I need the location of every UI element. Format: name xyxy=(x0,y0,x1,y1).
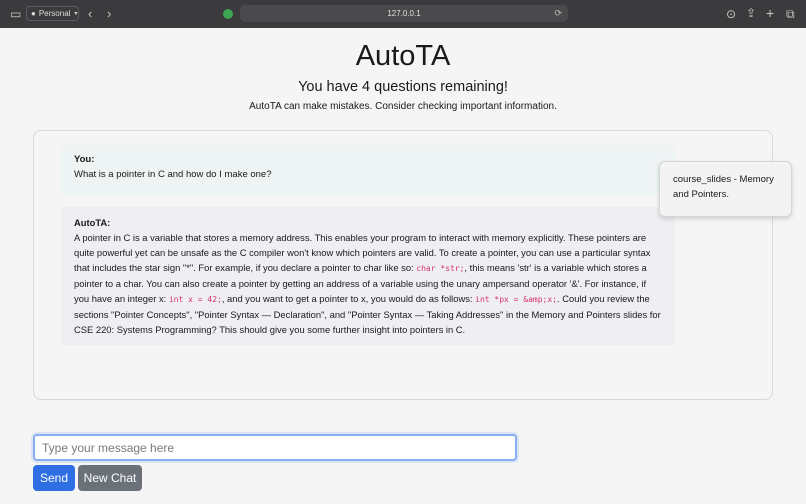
chevron-down-icon: ▾ xyxy=(74,11,78,17)
profile-label: Personal xyxy=(38,9,71,18)
page-title: AutoTA xyxy=(355,40,451,72)
source-citation-card[interactable]: course_slides - Memory and Pointers. xyxy=(659,161,792,217)
assistant-text-3: , and you want to get a pointer to x, you would do as follows: xyxy=(221,293,476,304)
profile-button[interactable] xyxy=(26,6,79,21)
new-tab-icon[interactable]: + xyxy=(766,5,775,21)
assistant-message xyxy=(61,207,675,345)
url-text: 127.0.0.1 xyxy=(387,9,421,18)
disclaimer-text: AutoTA can make mistakes. Consider checking important information. xyxy=(249,101,557,112)
person-icon: ● xyxy=(31,9,36,18)
code-snippet-char-ptr: char *str; xyxy=(416,264,465,273)
download-icon[interactable]: ⊙ xyxy=(726,7,737,21)
user-label: You: xyxy=(74,154,95,165)
new-chat-button[interactable]: New Chat xyxy=(78,465,142,491)
assistant-text-1: A pointer in C is a variable that stores a memory address. This enables your program to interact with memory explicitly. These pointers are quite powerful yet can be unsafe as the C compiler won't know which pointers are valid. To create a pointer, you can use a particular syntax that includes the star sign "*". For example, if you declare a pointer to char like so: xyxy=(74,232,651,273)
assistant-text-2: , this means 'str' is a variable which stores a pointer to a char. You can also create a pointer by getting an address of a variable using the unary ampersand operator '&'. For instance, if you have an integer x: xyxy=(74,262,647,304)
forward-icon[interactable]: › xyxy=(107,6,112,21)
code-snippet-int-x: int x = 42; xyxy=(168,295,222,304)
browser-toolbar xyxy=(0,0,806,28)
message-input[interactable] xyxy=(33,434,517,461)
assistant-label: AutoTA: xyxy=(74,217,111,228)
reload-icon[interactable]: ⟳ xyxy=(554,8,562,18)
sidebar-toggle-icon[interactable]: ▭ xyxy=(10,7,22,21)
user-message xyxy=(61,145,675,195)
send-button[interactable]: Send xyxy=(33,465,75,491)
code-snippet-int-ptr: int *px = &amp;x; xyxy=(475,295,558,304)
back-icon[interactable]: ‹ xyxy=(88,6,93,21)
questions-remaining: You have 4 questions remaining! xyxy=(298,79,508,95)
address-bar[interactable] xyxy=(240,5,568,22)
assistant-text-4: . Could you review the sections "Pointer Concepts", "Pointer Syntax — Declaration", and "Pointer Syntax — Taking Addresses" in the Memory and Pointers slides for CSE 220: Systems Programming? This should give you some further insight into pointers in C. xyxy=(74,293,661,335)
tabs-overview-icon[interactable]: ⧉ xyxy=(786,7,795,21)
extension-icon[interactable] xyxy=(223,9,233,19)
user-message-text: What is a pointer in C and how do I make one? xyxy=(74,169,272,180)
share-icon[interactable]: ⇪ xyxy=(746,6,757,20)
assistant-message-text xyxy=(74,230,662,337)
